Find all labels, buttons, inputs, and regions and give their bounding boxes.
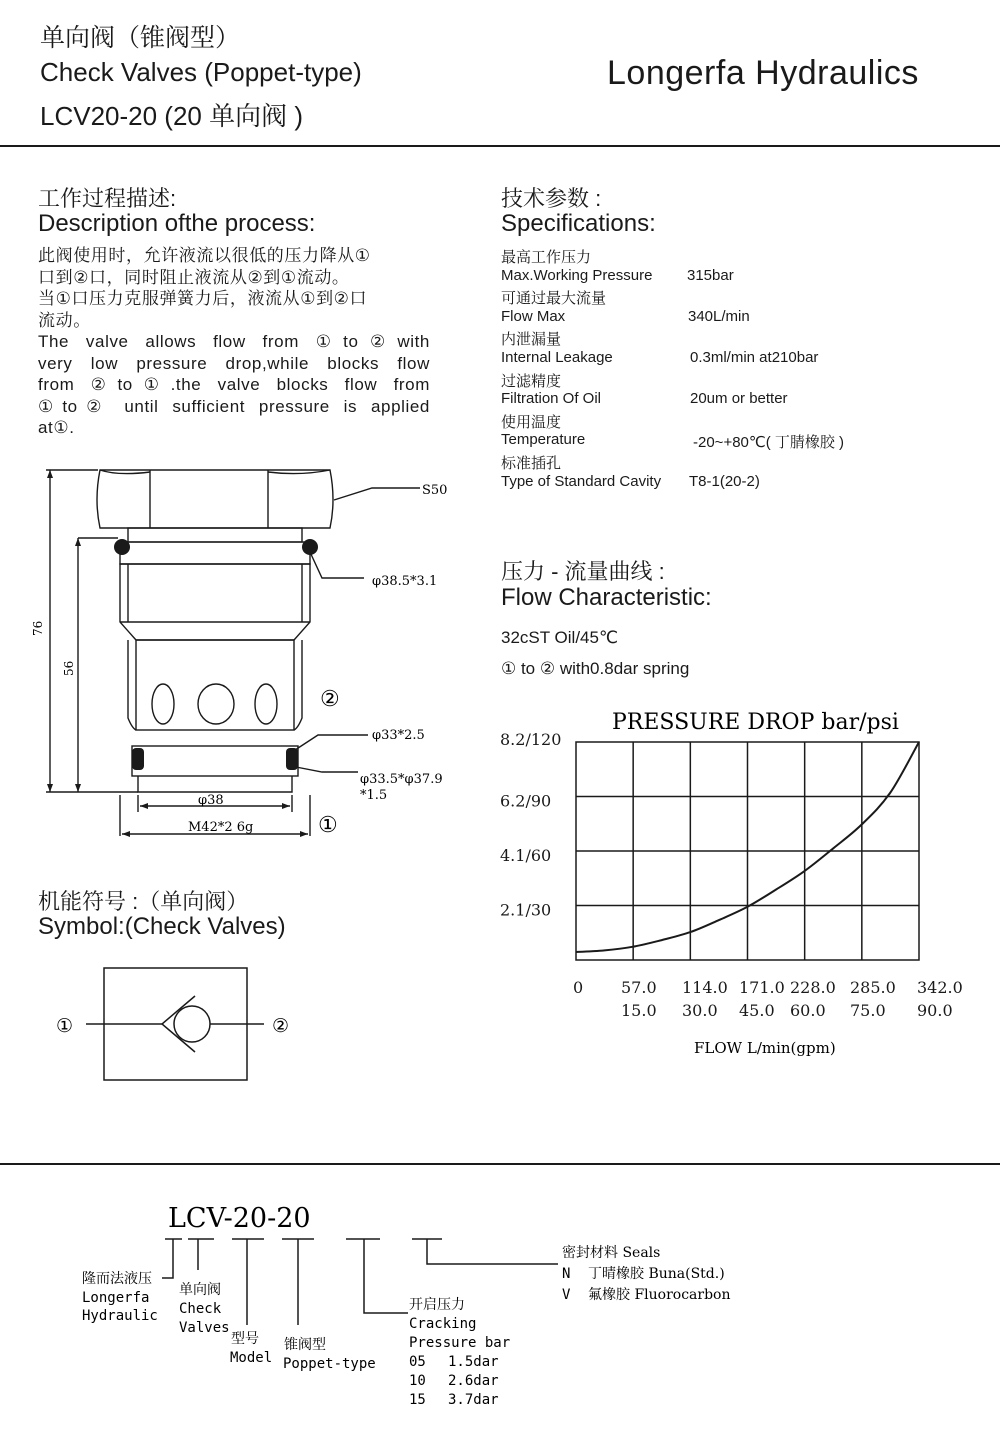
description-en-line: from ②to①.the valve blocks flow from bbox=[38, 375, 430, 394]
port1-label: ① bbox=[318, 813, 338, 838]
oring-bottom-label: φ33.5*φ37.9 bbox=[360, 772, 443, 787]
chart-x-tick-label-lpm: 285.0 bbox=[850, 978, 896, 997]
chart-x-tick-label-lpm: 0 bbox=[573, 978, 584, 997]
spec-cn-label: 过滤精度 bbox=[501, 372, 562, 390]
flow-heading-en: Flow Characteristic: bbox=[501, 584, 712, 611]
spec-label: Flow Max bbox=[501, 307, 566, 325]
spec-cn-label: 使用温度 bbox=[501, 413, 562, 431]
check-en-1: Check bbox=[179, 1301, 222, 1317]
description-en-line: very low pressure drop,while blocks flow bbox=[38, 353, 430, 373]
spec-cn-label: 最高工作压力 bbox=[501, 249, 592, 266]
description-heading-en: Description ofthe process: bbox=[38, 210, 316, 237]
pressure-drop-chart bbox=[490, 700, 985, 1070]
flow-heading-cn: 压力 - 流量曲线 : bbox=[501, 559, 665, 584]
hex-nut bbox=[97, 470, 333, 528]
model-title: LCV20-20 (20 单向阀 ) bbox=[40, 101, 303, 131]
seal-option-text: 氟橡胶 Fluorocarbon bbox=[588, 1287, 731, 1303]
description-en-line: at①. bbox=[38, 418, 75, 437]
chart-x-tick-label-gpm: 60.0 bbox=[790, 1001, 826, 1020]
oring-top-label: φ38.5*3.1 bbox=[372, 574, 438, 589]
title-cn: 单向阀（锥阀型） bbox=[40, 24, 241, 52]
hex-size-label: S50 bbox=[422, 483, 448, 498]
poppet-cn: 锥阀型 bbox=[284, 1337, 326, 1353]
spec-label: Filtration Of Oil bbox=[501, 390, 602, 408]
company-cn: 隆而法液压 bbox=[82, 1271, 152, 1287]
ordering-code: LCV-20-20 bbox=[168, 1203, 311, 1234]
chart-y-tick-label: 4.1/60 bbox=[500, 846, 552, 865]
description-cn-line: 此阀使用时，允许液流以很低的压力降从① bbox=[38, 246, 371, 265]
brand-name: Longerfa Hydraulics bbox=[607, 54, 919, 92]
spec-label: Internal Leakage bbox=[501, 348, 613, 366]
specifications-heading-cn: 技术参数 : bbox=[501, 186, 602, 211]
description-cn-line: 口到②口，同时阻止液流从②到①流动。 bbox=[38, 267, 350, 287]
chart-x-tick-label-gpm: 90.0 bbox=[917, 1001, 953, 1020]
cracking-en: Cracking bbox=[409, 1316, 477, 1332]
specifications-heading-en: Specifications: bbox=[501, 210, 656, 237]
spec-label: Max.Working Pressure bbox=[501, 266, 653, 284]
height-76-label: 76 bbox=[31, 620, 45, 636]
spring-spec: ① to ② with0.8dar spring bbox=[501, 659, 690, 678]
chart-x-tick-label-gpm: 75.0 bbox=[850, 1001, 886, 1020]
chart-x-tick-label-gpm: 15.0 bbox=[621, 1001, 657, 1020]
specifications-table bbox=[501, 246, 961, 493]
description-en-line: ①to② until sufficient pressure is applied bbox=[38, 396, 430, 416]
seal-option-code: V bbox=[562, 1287, 571, 1303]
check-cn: 单向阀 bbox=[179, 1282, 221, 1298]
chart-y-tick-label: 8.2/120 bbox=[500, 730, 562, 749]
oring-bottom-label-2: *1.5 bbox=[360, 788, 388, 803]
model-cn: 型号 bbox=[231, 1331, 259, 1347]
spec-value: 20um or better bbox=[690, 390, 788, 408]
thread-label: M42*2 6g bbox=[188, 820, 254, 835]
oil-spec: 32cST Oil/45℃ bbox=[501, 628, 619, 647]
cracking-option-value: 1.5dar bbox=[448, 1354, 499, 1370]
chart-x-axis-label: FLOW L/min(gpm) bbox=[694, 1039, 836, 1057]
poppet-en: Poppet-type bbox=[283, 1356, 376, 1372]
chart-y-tick-label: 6.2/90 bbox=[500, 791, 552, 811]
height-56-label: 56 bbox=[62, 660, 76, 676]
o-rings bbox=[114, 539, 318, 770]
spec-value: 315bar bbox=[687, 266, 734, 284]
ordering-divider bbox=[0, 1163, 1000, 1165]
chart-x-tick-label-gpm: 30.0 bbox=[682, 1001, 718, 1020]
chart-x-tick-label-lpm: 114.0 bbox=[682, 978, 728, 997]
cracking-option-value: 2.6dar bbox=[448, 1373, 499, 1389]
diameter-38-label: φ38 bbox=[198, 793, 224, 808]
valve-drawing bbox=[0, 455, 480, 850]
chart-x-tick-label-lpm: 171.0 bbox=[739, 978, 785, 997]
spec-value: T8-1(20-2) bbox=[689, 472, 760, 490]
spec-value: -20~+80℃( 丁腈橡胶 ) bbox=[693, 434, 845, 452]
symbol-port2: ② bbox=[272, 1015, 290, 1037]
oring-mid-label: φ33*2.5 bbox=[372, 728, 425, 743]
chart-y-tick-label: 2.1/30 bbox=[500, 900, 552, 920]
spec-value: 0.3ml/min at210bar bbox=[690, 348, 819, 366]
symbol-heading-cn: 机能符号 :（单向阀） bbox=[38, 889, 249, 914]
ordering-code-diagram bbox=[60, 1195, 780, 1415]
symbol-port1: ① bbox=[56, 1015, 74, 1037]
cracking-option-value: 3.7dar bbox=[448, 1392, 499, 1408]
check-valve-symbol bbox=[40, 955, 320, 1095]
port2-label: ② bbox=[320, 687, 340, 712]
seal-option-text: 丁晴橡胶 Buna(Std.) bbox=[588, 1266, 725, 1282]
chart-x-tick-label-lpm: 342.0 bbox=[917, 978, 963, 997]
spec-label: Type of Standard Cavity bbox=[501, 472, 662, 490]
spec-cn-label: 可通过最大流量 bbox=[501, 290, 607, 308]
spec-value: 340L/min bbox=[688, 307, 750, 325]
title-en: Check Valves (Poppet-type) bbox=[40, 57, 362, 87]
chart-title: PRESSURE DROP bar/psi bbox=[612, 710, 899, 735]
description-heading-cn: 工作过程描述: bbox=[38, 186, 177, 211]
cracking-cn: 开启压力 bbox=[409, 1297, 465, 1313]
check-en-2: Valves bbox=[179, 1320, 230, 1336]
chart-x-tick-label-lpm: 57.0 bbox=[621, 978, 657, 997]
spec-label: Temperature bbox=[501, 431, 586, 449]
spec-cn-label: 内泄漏量 bbox=[501, 331, 562, 349]
description-body bbox=[38, 245, 430, 439]
cracking-option-code: 05 bbox=[409, 1354, 426, 1370]
seal-option-code: N bbox=[562, 1266, 571, 1282]
description-cn-line: 流动。 bbox=[38, 310, 91, 330]
company-en-1: Longerfa bbox=[82, 1290, 150, 1306]
chart-grid bbox=[576, 742, 919, 960]
seals-title: 密封材料 Seals bbox=[562, 1245, 661, 1261]
symbol-heading-en: Symbol:(Check Valves) bbox=[38, 913, 286, 940]
chart-x-tick-label-gpm: 45.0 bbox=[739, 1001, 775, 1020]
pressure-en: Pressure bar bbox=[409, 1335, 511, 1351]
description-en-line: The valve allows flow from ①to②with bbox=[38, 332, 430, 351]
description-cn-line: 当①口压力克服弹簧力后，液流从①到②口 bbox=[38, 289, 368, 308]
chart-x-tick-label-lpm: 228.0 bbox=[790, 978, 836, 997]
cracking-option-code: 10 bbox=[409, 1373, 426, 1389]
header-divider bbox=[0, 145, 1000, 147]
cracking-option-code: 15 bbox=[409, 1392, 426, 1408]
company-en-2: Hydraulic bbox=[82, 1308, 158, 1324]
model-en: Model bbox=[230, 1350, 273, 1366]
spec-cn-label: 标准插孔 bbox=[501, 454, 562, 472]
